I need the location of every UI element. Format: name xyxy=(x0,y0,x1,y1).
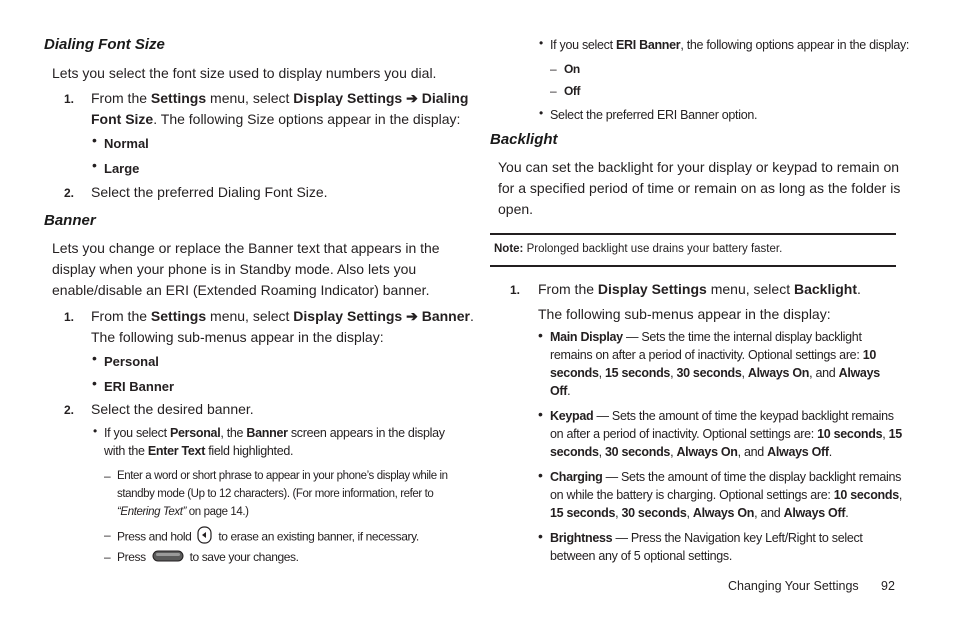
dash: – xyxy=(104,469,111,483)
step-text: From the Display Settings menu, select Backlight. xyxy=(538,281,861,297)
bullet: • xyxy=(538,528,543,544)
clear-key-icon xyxy=(197,526,212,549)
heading-dialing-font-size: Dialing Font Size xyxy=(44,36,165,53)
step-text: From the Settings menu, select Display Settings ➔ Banner. xyxy=(91,308,474,324)
submenu-main-display: Main Display — Sets the time the internal display backlight remains on after a period of inactivity. Optional settings are: 10 seconds, 15 seconds, 30 seconds, Always On, and Always Off. xyxy=(550,330,880,398)
note-bottom-rule xyxy=(490,265,896,267)
note: Note: Prolonged backlight use drains your battery faster. xyxy=(494,243,783,255)
heading-backlight: Backlight xyxy=(490,131,558,148)
step-number: 1. xyxy=(64,92,75,106)
bullet: • xyxy=(538,406,543,422)
dash: – xyxy=(104,550,111,564)
step-number: 2. xyxy=(64,403,75,417)
note-top-rule xyxy=(490,233,896,235)
paragraph-banner: Lets you change or replace the Banner text that appears in the display when your phone is in Standby mode. Also lets you enable/disable an ERI (Extended Roaming Indicator) banner. xyxy=(52,240,440,298)
bullet: • xyxy=(92,132,97,148)
dash: – xyxy=(104,528,111,542)
dash: – xyxy=(550,62,557,76)
heading-banner: Banner xyxy=(44,212,96,229)
bullet: • xyxy=(538,467,543,483)
dash: – xyxy=(550,84,557,98)
bullet: • xyxy=(539,106,544,120)
bullet: • xyxy=(92,375,97,391)
submenu-eri-banner: ERI Banner xyxy=(104,379,175,394)
if-eri-banner-text: If you select ERI Banner, the following options appear in the display: xyxy=(550,38,910,52)
page-number: 92 xyxy=(881,579,895,593)
step-text-line2: The following sub-menus appear in the display: xyxy=(91,329,384,345)
option-normal: Normal xyxy=(104,136,149,151)
dash-item-press-hold: Press and hold to erase an existing banner, if necessary. xyxy=(117,526,419,549)
footer-section-title: Changing Your Settings xyxy=(728,579,859,593)
step-text-line2: Font Size. The following Size options appear in the display: xyxy=(91,111,461,127)
option-off: Off xyxy=(564,84,581,98)
paragraph-dialing-font-size: Lets you select the font size used to display numbers you dial. xyxy=(52,65,437,81)
dash-item-press-save: Press to save your changes. xyxy=(117,548,299,567)
option-large: Large xyxy=(104,161,140,176)
submenu-charging: Charging — Sets the amount of time the display backlight remains on while the battery is charging. Optional settings are: 10 seconds, 15 seconds, 30 seconds, Always On, and Always Off. xyxy=(550,470,903,520)
submenu-brightness: Brightness — Press the Navigation key Left/Right to select between any of 5 optional settings. xyxy=(550,531,863,563)
step-number: 1. xyxy=(510,283,521,297)
select-eri-option: Select the preferred ERI Banner option. xyxy=(550,108,758,122)
step-text: Select the preferred Dialing Font Size. xyxy=(91,184,328,200)
step-text: From the Settings menu, select Display Settings ➔ Dialing xyxy=(91,90,469,106)
bullet: • xyxy=(93,424,98,438)
if-personal-text: If you select Personal, the Banner screen appears in the display with the Enter Text field highlighted. xyxy=(104,426,445,458)
bullet: • xyxy=(92,350,97,366)
bullet: • xyxy=(92,157,97,173)
step-number: 2. xyxy=(64,186,75,200)
step-text-line2: The following sub-menus appear in the display: xyxy=(538,306,831,322)
step-text: Select the desired banner. xyxy=(91,401,254,417)
submenu-keypad: Keypad — Sets the amount of time the keypad backlight remains on after a period of inactivity. Optional settings are: 10 seconds, 15 seconds, 30 seconds, Always On, and Always Off. xyxy=(550,409,902,459)
dash-item-enter-word: Enter a word or short phrase to appear in your phone’s display while in standby mode (Up to 12 characters). (For more information, refer to “Entering Text” on page 14.) xyxy=(117,470,448,518)
submenu-personal: Personal xyxy=(104,354,159,369)
bullet: • xyxy=(538,327,543,343)
ok-key-icon xyxy=(152,549,184,567)
paragraph-backlight: You can set the backlight for your display or keypad to remain on for a specified period of time or remain on as long as the folder is open. xyxy=(498,159,901,217)
option-on: On xyxy=(564,62,580,76)
step-number: 1. xyxy=(64,310,75,324)
bullet: • xyxy=(539,36,544,50)
